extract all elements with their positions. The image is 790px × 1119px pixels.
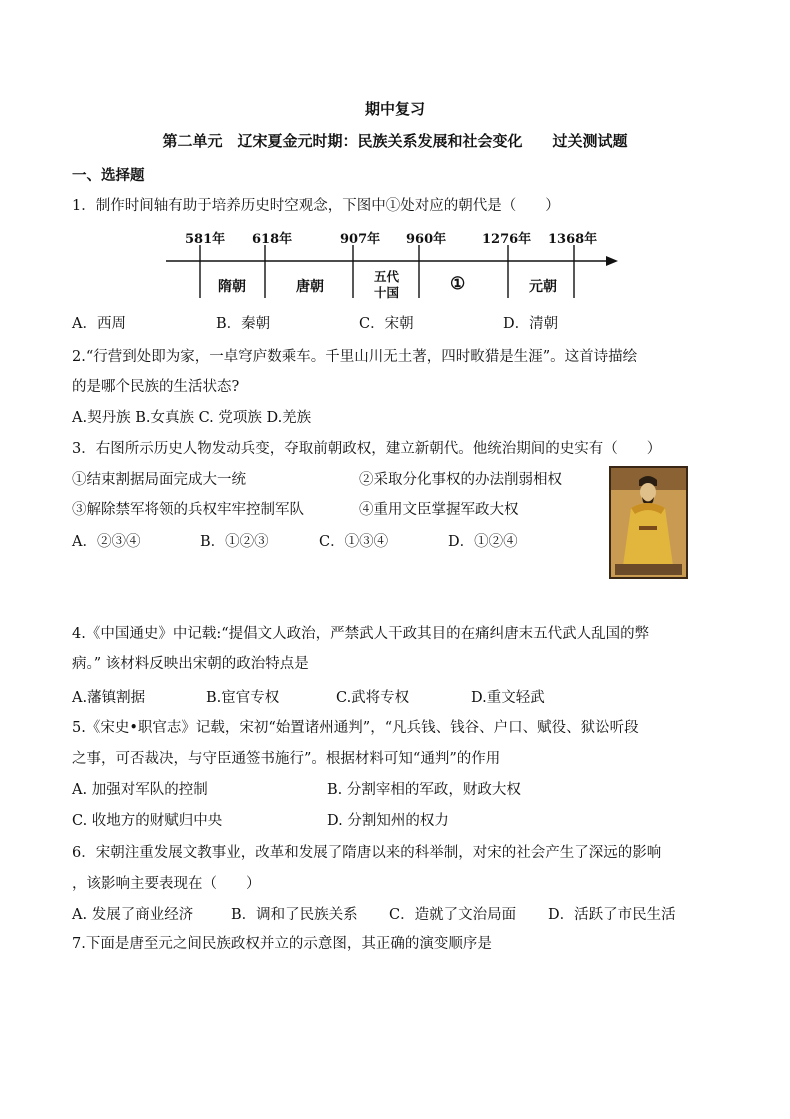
- q3-option-d: D．①②④: [448, 534, 518, 550]
- timeline-year: 960年: [406, 232, 447, 247]
- q4-stem-line2: 病。” 该材料反映出宋朝的政治特点是: [72, 656, 309, 672]
- timeline-period: 隋朝: [218, 279, 246, 295]
- q6-stem-line2: ，该影响主要表现在（ ）: [72, 876, 261, 892]
- q5-stem-line1: 5.《宋史•职官志》记载，宋初“始置诸州通判”，“凡兵钱、钱谷、户口、赋役、狱讼听段: [72, 720, 639, 736]
- q3-item-1: ①结束割据局面完成大一统: [72, 472, 246, 488]
- q3-option-c: C．①③④: [319, 534, 389, 550]
- q5-option-c: C. 收地方的财赋归中央: [72, 813, 223, 829]
- timeline-period: 五代: [374, 269, 400, 284]
- q1-stem: 1．制作时间轴有助于培养历史时空观念，下图中①处对应的朝代是（ ）: [72, 198, 560, 214]
- q6-option-b: B．调和了民族关系: [231, 907, 358, 923]
- q1-option-a: A．西周: [72, 316, 126, 332]
- q3-option-b: B．①②③: [200, 534, 269, 550]
- q5-option-b: B. 分割宰相的军政，财政大权: [327, 782, 521, 798]
- q3-stem: 3．右图所示历史人物发动兵变，夺取前朝政权，建立新朝代。他统治期间的史实有（ ）: [72, 441, 662, 457]
- timeline-period: 十国: [374, 285, 400, 300]
- page-subtitle: 第二单元 辽宋夏金元时期：民族关系发展和社会变化 过关测试题: [162, 132, 628, 150]
- q7-stem: 7.下面是唐至元之间民族政权并立的示意图，其正确的演变顺序是: [72, 936, 492, 952]
- q4-option-d: D.重文轻武: [471, 690, 545, 706]
- q5-option-a: A. 加强对军队的控制: [72, 782, 208, 798]
- q3-option-a: A．②③④: [72, 534, 141, 550]
- q2-stem-line1: 2.“行营到处即为家，一卓穹庐数乘车。千里山川无土著，四时畋猎是生涯”。这首诗描绘: [72, 349, 638, 365]
- q3-item-4: ④重用文臣掌握军政大权: [359, 502, 519, 518]
- q1-option-b: B．秦朝: [216, 316, 271, 332]
- q2-options: A.契丹族 B.女真族 C. 党项族 D.羌族: [72, 410, 312, 426]
- q6-stem-line1: 6．宋朝注重发展文教事业，改革和发展了隋唐以来的科举制，对宋的社会产生了深远的影响: [72, 845, 662, 861]
- q3-item-2: ②采取分化事权的办法削弱相权: [359, 472, 562, 488]
- timeline-year: 907年: [340, 232, 381, 247]
- timeline-period-unknown: ①: [450, 274, 466, 294]
- section-heading: 一、选择题: [72, 167, 145, 184]
- timeline-period: 元朝: [529, 279, 557, 295]
- q2-stem-line2: 的是哪个民族的生活状态?: [72, 379, 240, 395]
- q4-option-c: C.武将专权: [336, 690, 410, 706]
- q5-option-d: D. 分割知州的权力: [327, 813, 449, 829]
- emperor-portrait-image: [609, 466, 688, 579]
- q1-timeline: [160, 228, 620, 308]
- q5-stem-line2: 之事，可否裁决，与守臣通签书施行”。根据材料可知“通判”的作用: [72, 751, 501, 767]
- timeline-year: 618年: [252, 232, 293, 247]
- q1-option-c: C．宋朝: [359, 316, 414, 332]
- q4-option-b: B.宦官专权: [206, 690, 280, 706]
- q6-option-d: D．活跃了市民生活: [548, 907, 676, 923]
- timeline-year: 1368年: [548, 232, 598, 247]
- q4-option-a: A.藩镇割据: [72, 690, 146, 706]
- q6-option-a: A. 发展了商业经济: [72, 907, 194, 923]
- timeline-year: 1276年: [482, 232, 532, 247]
- timeline-year: 581年: [185, 232, 226, 247]
- q4-stem-line1: 4.《中国通史》中记载:“提倡文人政治，严禁武人干政其目的在痛纠唐末五代武人乱国的弊: [72, 626, 650, 642]
- q1-option-d: D．清朝: [503, 316, 559, 332]
- q6-option-c: C．造就了文治局面: [389, 907, 517, 923]
- page-title: 期中复习: [364, 100, 425, 118]
- timeline-period: 唐朝: [296, 279, 324, 295]
- q3-item-3: ③解除禁军将领的兵权牢牢控制军队: [72, 502, 304, 518]
